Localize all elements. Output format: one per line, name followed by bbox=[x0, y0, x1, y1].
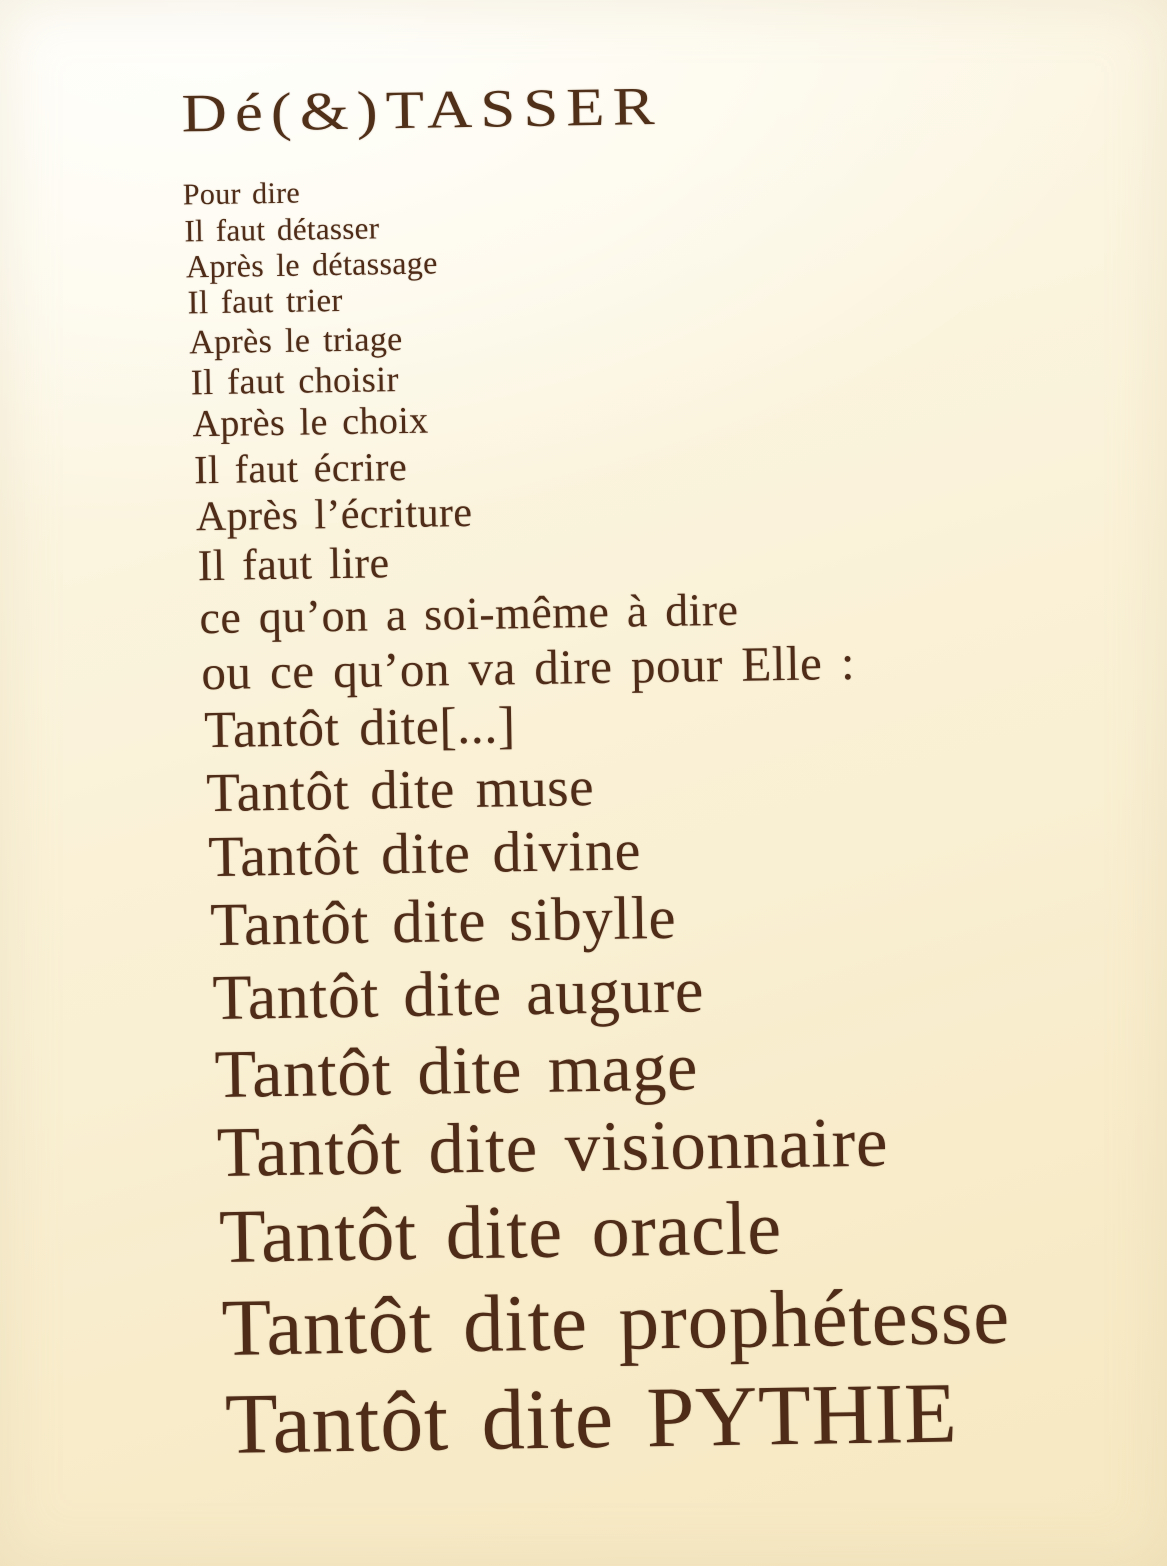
poem-line: Tantôt dite PYTHIE bbox=[224, 1364, 959, 1472]
poem-line: Tantôt dite mage bbox=[214, 1028, 699, 1112]
poem-line: Après le triage bbox=[188, 320, 403, 362]
poem-line: Pour dire bbox=[182, 176, 301, 212]
poem bbox=[181, 70, 1012, 1474]
poem-line: Il faut lire bbox=[197, 538, 390, 591]
poem-line: Tantôt dite visionnaire bbox=[216, 1103, 889, 1192]
poem-line: Il faut choisir bbox=[190, 359, 400, 403]
poem-line: Il faut trier bbox=[187, 282, 343, 322]
poem-line: Il faut écrire bbox=[193, 443, 408, 493]
poem-line: Tantôt dite prophétesse bbox=[220, 1270, 1011, 1373]
poem-line: Après l’écriture bbox=[195, 489, 473, 541]
poem-body bbox=[183, 166, 1012, 1474]
poem-title: Dé(&)TASSER bbox=[181, 75, 664, 144]
poem-line: Après le choix bbox=[192, 399, 429, 446]
poem-line: Tantôt dite oracle bbox=[218, 1186, 783, 1280]
poem-line: Tantôt dite augure bbox=[211, 954, 705, 1034]
poem-line: Il faut détasser bbox=[184, 209, 380, 248]
poem-line: Tantôt dite muse bbox=[205, 756, 595, 824]
poem-line: Tantôt dite sibylle bbox=[209, 884, 677, 959]
poem-line: Après le détassage bbox=[185, 244, 438, 285]
poem-line: Tantôt dite divine bbox=[207, 817, 642, 890]
poem-line: Tantôt dite[...] bbox=[203, 697, 516, 760]
poem-line: ce qu’on a soi-même à dire bbox=[199, 583, 739, 644]
poem-line: ou ce qu’on va dire pour Elle : bbox=[200, 634, 856, 701]
